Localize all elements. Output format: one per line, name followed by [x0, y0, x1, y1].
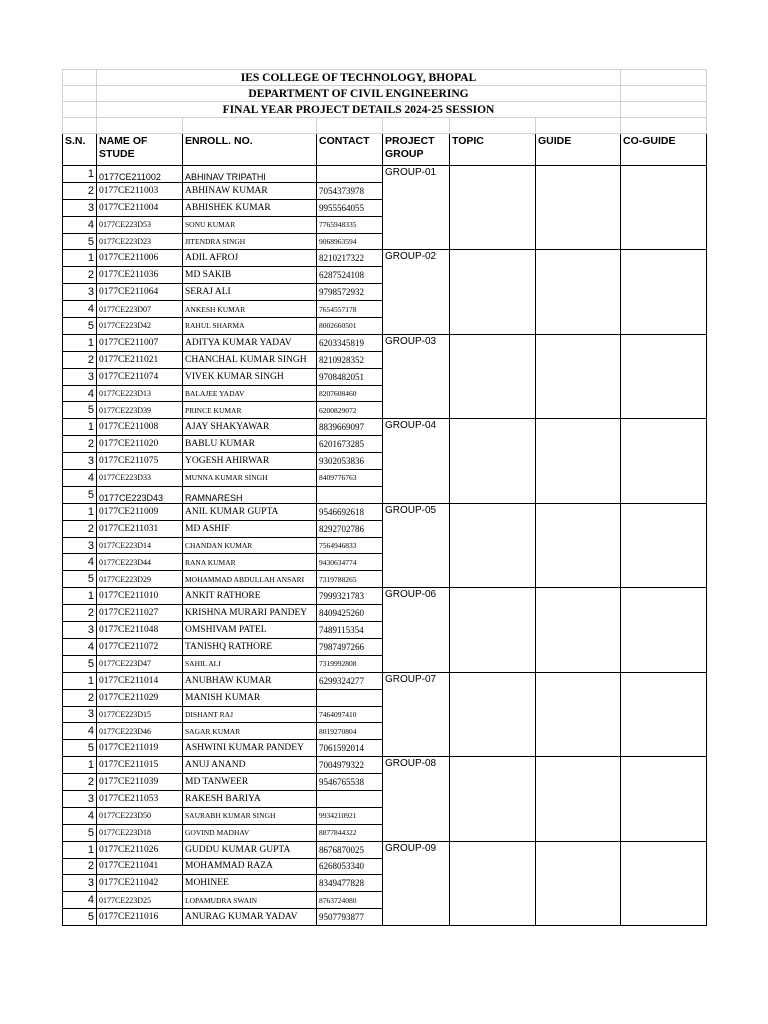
serial-cell: 4	[63, 470, 97, 487]
name-cell: ANUBHAW KUMAR	[183, 672, 317, 689]
serial-cell: 3	[63, 368, 97, 385]
serial-cell: 4	[63, 638, 97, 655]
serial-cell: 3	[63, 706, 97, 723]
enroll-cell: 0177CE223D07	[97, 301, 183, 318]
topic-cell	[450, 503, 536, 587]
group-cell: GROUP-09	[383, 841, 450, 925]
table-row	[63, 757, 707, 774]
guide-cell	[536, 672, 621, 756]
name-cell: RAMNARESH	[183, 486, 317, 503]
enroll-cell: 0177CE211072	[97, 638, 183, 655]
topic-cell	[450, 166, 536, 250]
serial-cell: 3	[63, 622, 97, 639]
group-cell: GROUP-06	[383, 588, 450, 672]
contact-cell: 9507793877	[317, 909, 383, 926]
group-cell: GROUP-04	[383, 419, 450, 503]
serial-cell: 1	[63, 503, 97, 520]
enroll-cell: 0177CE223D18	[97, 824, 183, 841]
name-cell: AJAY SHAKYAWAR	[183, 419, 317, 436]
serial-cell: 3	[63, 284, 97, 301]
serial-cell: 3	[63, 790, 97, 807]
enroll-cell: 0177CE223D15	[97, 706, 183, 723]
group-cell: GROUP-07	[383, 672, 450, 756]
serial-cell: 2	[63, 858, 97, 875]
topic-cell	[450, 757, 536, 841]
name-cell: ASHWINI KUMAR PANDEY	[183, 740, 317, 757]
col-header-sn: S.N.	[63, 134, 97, 166]
enroll-cell: 0177CE211075	[97, 453, 183, 470]
serial-cell: 3	[63, 199, 97, 216]
group-cell: GROUP-01	[383, 166, 450, 250]
col-header-contact: CONTACT	[317, 134, 383, 166]
serial-cell: 5	[63, 233, 97, 250]
serial-cell: 4	[63, 723, 97, 740]
topic-cell	[450, 250, 536, 334]
contact-cell: 8877844322	[317, 824, 383, 841]
serial-cell: 3	[63, 875, 97, 892]
enroll-cell: 0177CE211009	[97, 503, 183, 520]
table-row	[63, 166, 707, 183]
serial-cell: 2	[63, 182, 97, 199]
serial-cell: 1	[63, 419, 97, 436]
contact-cell: 7999321783	[317, 588, 383, 605]
enroll-cell: 0177CE223D14	[97, 537, 183, 554]
enroll-cell: 0177CE223D33	[97, 470, 183, 487]
contact-cell: 7464097410	[317, 706, 383, 723]
name-cell: RAKESH BARIYA	[183, 790, 317, 807]
name-cell: VIVEK KUMAR SINGH	[183, 368, 317, 385]
serial-cell: 4	[63, 892, 97, 909]
guide-cell	[536, 334, 621, 418]
name-cell: YOGESH AHIRWAR	[183, 453, 317, 470]
name-cell: CHANDAN KUMAR	[183, 537, 317, 554]
name-cell: ANUJ ANAND	[183, 757, 317, 774]
enroll-cell: 0177CE211036	[97, 267, 183, 284]
column-header-row	[63, 134, 707, 166]
name-cell: DISHANT RAJ	[183, 706, 317, 723]
serial-cell: 5	[63, 402, 97, 419]
enroll-cell: 0177CE211008	[97, 419, 183, 436]
coguide-cell	[621, 672, 707, 756]
table-row	[63, 334, 707, 351]
name-cell: ANIL KUMAR GUPTA	[183, 503, 317, 520]
contact-cell: 7654557178	[317, 301, 383, 318]
name-cell: ABHINAW KUMAR	[183, 182, 317, 199]
serial-cell: 5	[63, 740, 97, 757]
enroll-cell: 0177CE211003	[97, 182, 183, 199]
guide-cell	[536, 841, 621, 925]
enroll-cell: 0177CE211041	[97, 858, 183, 875]
serial-cell: 2	[63, 351, 97, 368]
serial-cell: 5	[63, 909, 97, 926]
contact-cell	[317, 166, 383, 183]
contact-cell: 7489115354	[317, 622, 383, 639]
topic-cell	[450, 841, 536, 925]
contact-cell: 6200829072	[317, 402, 383, 419]
contact-cell: 8207608460	[317, 385, 383, 402]
name-cell: ADITYA KUMAR YADAV	[183, 334, 317, 351]
coguide-cell	[621, 334, 707, 418]
serial-cell: 5	[63, 571, 97, 588]
col-header-coguide: CO-GUIDE	[621, 134, 707, 166]
contact-cell: 8210928352	[317, 351, 383, 368]
name-cell: RANA KUMAR	[183, 554, 317, 571]
serial-cell: 1	[63, 588, 97, 605]
col-header-topic: TOPIC	[450, 134, 536, 166]
name-cell: BABLU KUMAR	[183, 436, 317, 453]
coguide-cell	[621, 503, 707, 587]
enroll-cell: 0177CE211074	[97, 368, 183, 385]
name-cell: LOPAMUDRA SWAIN	[183, 892, 317, 909]
contact-cell: 9546692618	[317, 503, 383, 520]
contact-cell: 6287524108	[317, 267, 383, 284]
guide-cell	[536, 757, 621, 841]
enroll-cell: 0177CE211031	[97, 520, 183, 537]
contact-cell: 8409776763	[317, 470, 383, 487]
name-cell: GOVIND MADHAV	[183, 824, 317, 841]
contact-cell: 8839669097	[317, 419, 383, 436]
enroll-cell: 0177CE211016	[97, 909, 183, 926]
college-title: IES COLLEGE OF TECHNOLOGY, BHOPAL	[97, 70, 621, 86]
topic-cell	[450, 672, 536, 756]
enroll-cell: 0177CE211020	[97, 436, 183, 453]
project-table	[62, 69, 707, 926]
coguide-cell	[621, 841, 707, 925]
serial-cell: 2	[63, 520, 97, 537]
col-header-group: PROJECT GROUP	[383, 134, 450, 166]
table-row	[63, 672, 707, 689]
contact-cell: 9546765538	[317, 774, 383, 791]
contact-cell: 6299324277	[317, 672, 383, 689]
serial-cell: 2	[63, 267, 97, 284]
group-cell: GROUP-05	[383, 503, 450, 587]
enroll-cell: 0177CE211064	[97, 284, 183, 301]
name-cell: SAHIL ALI	[183, 655, 317, 672]
name-cell: MD ASHIF	[183, 520, 317, 537]
name-cell: MOHAMMAD RAZA	[183, 858, 317, 875]
name-cell: MD SAKIB	[183, 267, 317, 284]
name-cell: GUDDU KUMAR GUPTA	[183, 841, 317, 858]
name-cell: SAURABH KUMAR SINGH	[183, 807, 317, 824]
contact-cell: 8019270804	[317, 723, 383, 740]
serial-cell: 1	[63, 334, 97, 351]
name-cell: SAGAR KUMAR	[183, 723, 317, 740]
contact-cell	[317, 486, 383, 503]
coguide-cell	[621, 250, 707, 334]
contact-cell	[317, 790, 383, 807]
name-cell: ABHINAV TRIPATHI	[183, 166, 317, 183]
contact-cell: 7004979322	[317, 757, 383, 774]
serial-cell: 2	[63, 605, 97, 622]
name-cell: MUNNA KUMAR SINGH	[183, 470, 317, 487]
enroll-cell: 0177CE211002	[97, 166, 183, 183]
contact-cell: 7765948335	[317, 216, 383, 233]
coguide-cell	[621, 166, 707, 250]
contact-cell: 7319992808	[317, 655, 383, 672]
topic-cell	[450, 419, 536, 503]
name-cell: SONU KUMAR	[183, 216, 317, 233]
serial-cell: 5	[63, 655, 97, 672]
coguide-cell	[621, 588, 707, 672]
enroll-cell: 0177CE211053	[97, 790, 183, 807]
group-cell: GROUP-03	[383, 334, 450, 418]
guide-cell	[536, 419, 621, 503]
col-header-enroll: ENROLL. NO.	[183, 134, 317, 166]
contact-cell: 9302053836	[317, 453, 383, 470]
group-cell: GROUP-02	[383, 250, 450, 334]
table-row	[63, 841, 707, 858]
coguide-cell	[621, 757, 707, 841]
name-cell: SERAJ ALI	[183, 284, 317, 301]
contact-cell: 7564946833	[317, 537, 383, 554]
serial-cell: 2	[63, 689, 97, 706]
enroll-cell: 0177CE223D23	[97, 233, 183, 250]
name-cell: ABHISHEK KUMAR	[183, 199, 317, 216]
serial-cell: 5	[63, 824, 97, 841]
enroll-cell: 0177CE211014	[97, 672, 183, 689]
col-header-name: NAME OF STUDE	[97, 134, 183, 166]
table-row	[63, 419, 707, 436]
name-cell: ADIL AFROJ	[183, 250, 317, 267]
contact-cell: 8210217322	[317, 250, 383, 267]
contact-cell: 6268053340	[317, 858, 383, 875]
table-row	[63, 250, 707, 267]
contact-cell: 8292702786	[317, 520, 383, 537]
contact-cell: 9708482051	[317, 368, 383, 385]
serial-cell: 4	[63, 554, 97, 571]
contact-cell: 7987497266	[317, 638, 383, 655]
enroll-cell: 0177CE223D44	[97, 554, 183, 571]
contact-cell: 7319788265	[317, 571, 383, 588]
guide-cell	[536, 250, 621, 334]
name-cell: MD TANWEER	[183, 774, 317, 791]
name-cell: ANKESH KUMAR	[183, 301, 317, 318]
name-cell: BALAJEE YADAV	[183, 385, 317, 402]
name-cell: JITENDRA SINGH	[183, 233, 317, 250]
name-cell: MOHINEE	[183, 875, 317, 892]
name-cell: TANISHQ RATHORE	[183, 638, 317, 655]
contact-cell	[317, 689, 383, 706]
enroll-cell: 0177CE223D47	[97, 655, 183, 672]
contact-cell: 8002660501	[317, 318, 383, 335]
serial-cell: 1	[63, 250, 97, 267]
project-details-sheet	[62, 69, 707, 926]
enroll-cell: 0177CE211042	[97, 875, 183, 892]
col-header-guide: GUIDE	[536, 134, 621, 166]
enroll-cell: 0177CE223D13	[97, 385, 183, 402]
contact-cell: 8763724080	[317, 892, 383, 909]
topic-cell	[450, 334, 536, 418]
name-cell: RAHUL SHARMA	[183, 318, 317, 335]
table-row	[63, 588, 707, 605]
enroll-cell: 0177CE211010	[97, 588, 183, 605]
contact-cell: 8409425260	[317, 605, 383, 622]
enroll-cell: 0177CE211029	[97, 689, 183, 706]
name-cell: ANKIT RATHORE	[183, 588, 317, 605]
serial-cell: 1	[63, 672, 97, 689]
serial-cell: 2	[63, 436, 97, 453]
contact-cell: 9798572932	[317, 284, 383, 301]
serial-cell: 4	[63, 216, 97, 233]
serial-cell: 1	[63, 841, 97, 858]
serial-cell: 4	[63, 807, 97, 824]
contact-cell: 9934210921	[317, 807, 383, 824]
contact-cell: 8676870025	[317, 841, 383, 858]
serial-cell: 1	[63, 757, 97, 774]
serial-cell: 3	[63, 453, 97, 470]
name-cell: MOHAMMAD ABDULLAH ANSARI	[183, 571, 317, 588]
contact-cell: 6201673285	[317, 436, 383, 453]
session-title: FINAL YEAR PROJECT DETAILS 2024-25 SESSION	[97, 102, 621, 118]
serial-cell: 5	[63, 486, 97, 503]
enroll-cell: 0177CE223D46	[97, 723, 183, 740]
enroll-cell: 0177CE223D42	[97, 318, 183, 335]
department-title: DEPARTMENT OF CIVIL ENGINEERING	[97, 86, 621, 102]
group-cell: GROUP-08	[383, 757, 450, 841]
enroll-cell: 0177CE211027	[97, 605, 183, 622]
contact-cell: 7061592014	[317, 740, 383, 757]
contact-cell: 9068963594	[317, 233, 383, 250]
enroll-cell: 0177CE223D25	[97, 892, 183, 909]
enroll-cell: 0177CE211019	[97, 740, 183, 757]
enroll-cell: 0177CE211039	[97, 774, 183, 791]
enroll-cell: 0177CE211007	[97, 334, 183, 351]
enroll-cell: 0177CE211015	[97, 757, 183, 774]
guide-cell	[536, 166, 621, 250]
table-row	[63, 503, 707, 520]
serial-cell: 4	[63, 301, 97, 318]
contact-cell: 6203345819	[317, 334, 383, 351]
enroll-cell: 0177CE223D53	[97, 216, 183, 233]
contact-cell: 7054373978	[317, 182, 383, 199]
enroll-cell: 0177CE211006	[97, 250, 183, 267]
contact-cell: 8349477828	[317, 875, 383, 892]
enroll-cell: 0177CE223D29	[97, 571, 183, 588]
enroll-cell: 0177CE223D43	[97, 486, 183, 503]
coguide-cell	[621, 419, 707, 503]
name-cell: CHANCHAL KUMAR SINGH	[183, 351, 317, 368]
name-cell: KRISHNA MURARI PANDEY	[183, 605, 317, 622]
serial-cell: 1	[63, 166, 97, 183]
enroll-cell: 0177CE211026	[97, 841, 183, 858]
enroll-cell: 0177CE223D50	[97, 807, 183, 824]
name-cell: OMSHIVAM PATEL	[183, 622, 317, 639]
topic-cell	[450, 588, 536, 672]
serial-cell: 3	[63, 537, 97, 554]
serial-cell: 2	[63, 774, 97, 791]
name-cell: PRINCE KUMAR	[183, 402, 317, 419]
serial-cell: 4	[63, 385, 97, 402]
enroll-cell: 0177CE223D39	[97, 402, 183, 419]
enroll-cell: 0177CE211048	[97, 622, 183, 639]
guide-cell	[536, 503, 621, 587]
name-cell: ANURAG KUMAR YADAV	[183, 909, 317, 926]
contact-cell: 9430634774	[317, 554, 383, 571]
enroll-cell: 0177CE211004	[97, 199, 183, 216]
contact-cell: 9955564055	[317, 199, 383, 216]
guide-cell	[536, 588, 621, 672]
serial-cell: 5	[63, 318, 97, 335]
enroll-cell: 0177CE211021	[97, 351, 183, 368]
name-cell: MANISH KUMAR	[183, 689, 317, 706]
